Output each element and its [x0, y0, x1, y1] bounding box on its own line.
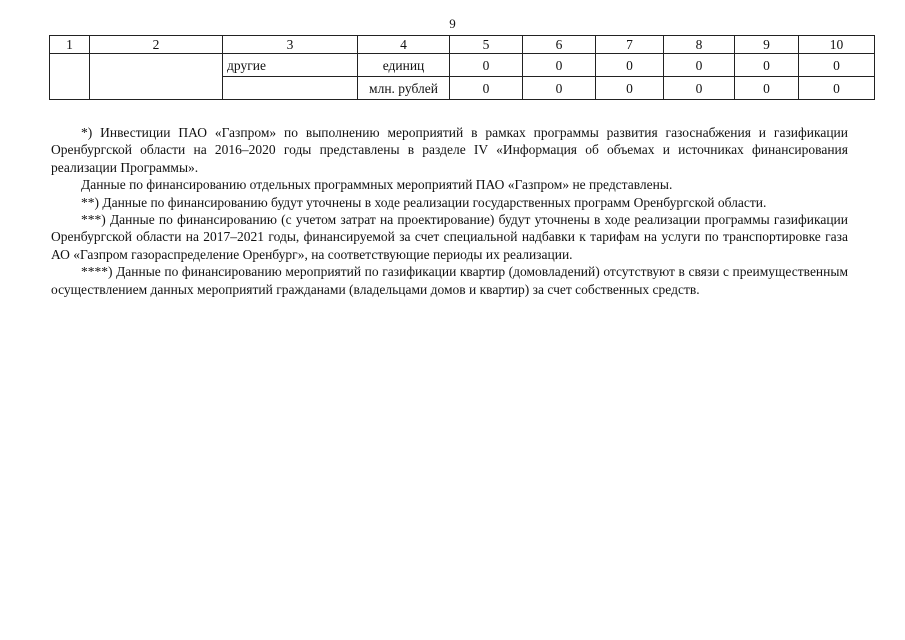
footnote-3: ***) Данные по финансированию (с учетом затрат на проектирование) будут уточнены в ходе реализации программы газификации Оренбургской области на 2017–2021 годы, финансируемой за счет специальной надбавки к тарифам на услуги по транспортировке газа АО «Газпром газораспределение Оренбург», на соответствующие периоды их реализации.: [51, 212, 848, 262]
table-cell-value: 0: [664, 54, 735, 77]
table-cell-value: 0: [596, 54, 664, 77]
table-cell-category-empty: [223, 77, 358, 100]
column-header: 7: [596, 36, 664, 54]
column-header: 3: [223, 36, 358, 54]
column-header: 1: [50, 36, 90, 54]
footnote-2: **) Данные по финансированию будут уточнены в ходе реализации государственных программ Оренбургской области.: [81, 194, 767, 210]
financing-table: [49, 35, 875, 100]
table-cell-value: 0: [735, 77, 799, 100]
table-cell-unit: млн. рублей: [358, 77, 450, 100]
column-header: 4: [358, 36, 450, 54]
table-cell-value: 0: [735, 54, 799, 77]
table-row: [50, 54, 875, 77]
footnotes: [51, 124, 848, 298]
footnote-1-addendum: Данные по финансированию отдельных программных мероприятий ПАО «Газпром» не представлены.: [81, 177, 673, 193]
table-cell-col1: [50, 54, 90, 100]
table-cell-category: другие: [223, 54, 358, 77]
table-cell-value: 0: [799, 54, 875, 77]
table-cell-value: 0: [799, 77, 875, 100]
page-number: 9: [449, 16, 456, 31]
column-header: 5: [450, 36, 523, 54]
column-header: 10: [799, 36, 875, 54]
footnote-4: ****) Данные по финансированию мероприятий по газификации квартир (домовладений) отсутствуют в связи с преимущественным осуществлением данных мероприятий гражданами (владельцами домов и квартир) за счет собственных средств.: [51, 264, 848, 297]
column-header: 6: [523, 36, 596, 54]
table-cell-value: 0: [664, 77, 735, 100]
column-header: 8: [664, 36, 735, 54]
column-header: 2: [90, 36, 223, 54]
column-header: 9: [735, 36, 799, 54]
table-cell-unit: единиц: [358, 54, 450, 77]
table-cell-value: 0: [596, 77, 664, 100]
table-header-row: [50, 36, 875, 54]
table-cell-value: 0: [523, 54, 596, 77]
table-cell-value: 0: [450, 54, 523, 77]
table-cell-value: 0: [523, 77, 596, 100]
table-cell-value: 0: [450, 77, 523, 100]
table-cell-col2: [90, 54, 223, 100]
footnote-1: *) Инвестиции ПАО «Газпром» по выполнению мероприятий в рамках программы развития газоснабжения и газификации Оренбургской области на 2016–2020 годы представлены в разделе IV «Информация об объемах и источниках финансирования реализации Программы».: [51, 125, 848, 175]
